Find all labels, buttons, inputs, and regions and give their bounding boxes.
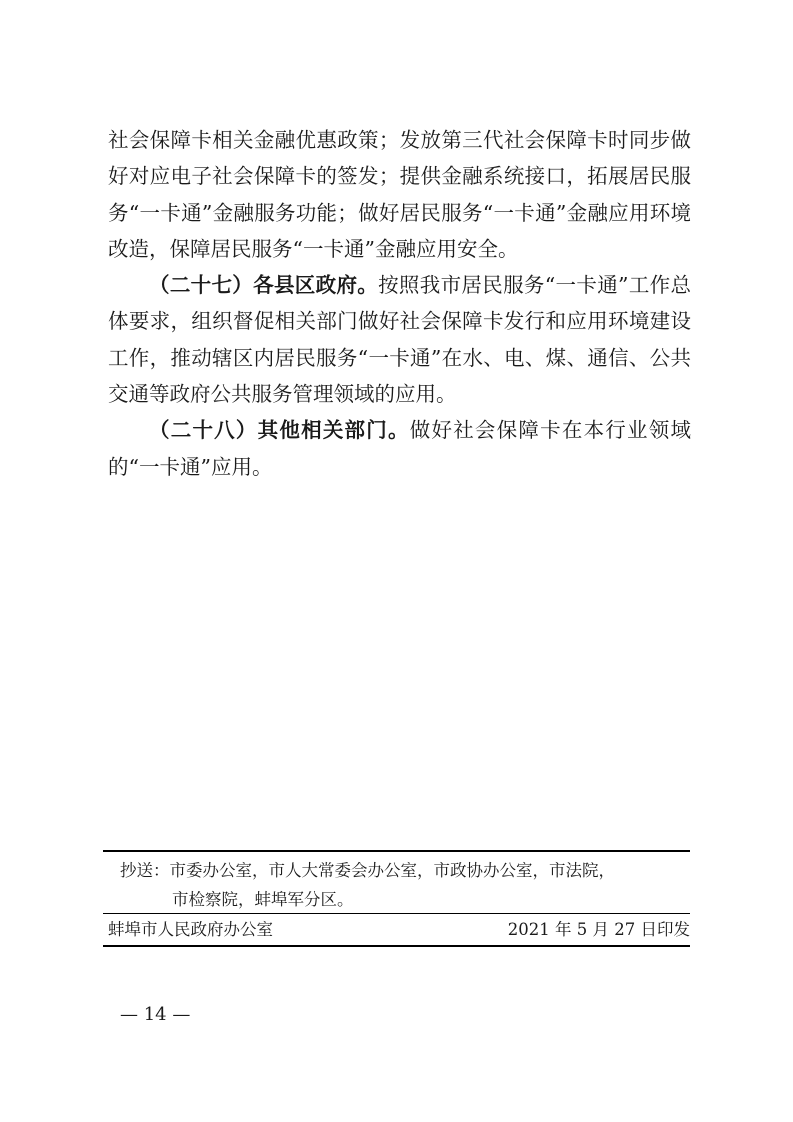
page-number: — 14 —	[120, 1004, 191, 1025]
section-text-27: 按照我市居民服务“一卡通”工作总体要求，组织督促相关部门做好社会保障卡发行和应用环境建设工作，推动辖区内居民服务“一卡通”在水、电、煤、通信、公共交通等政府公共服务管理领域的应用。	[108, 273, 691, 407]
paragraph-financial-services: 社会保障卡相关金融优惠政策；发放第三代社会保障卡时同步做好对应电子社会保障卡的签发；提供金融系统接口，拓展居民服务“一卡通”金融服务功能；做好居民服务“一卡通”金融应用环境改造，保障居民服务“一卡通”金融应用安全。	[108, 128, 691, 261]
issuing-office: 蚌埠市人民政府办公室	[108, 920, 273, 939]
cc-distribution-list	[120, 856, 690, 914]
section-heading-27: （二十七）各县区政府。	[149, 273, 379, 298]
cc-line-1: 抄送：市委办公室，市人大常委会办公室，市政协办公室，市法院，	[120, 861, 615, 880]
section-heading-28: （二十八）其他相关部门。	[149, 418, 410, 443]
paragraph-county-governments	[108, 267, 691, 412]
cc-line-2: 市检察院，蚌埠军分区。	[172, 890, 354, 909]
footer-bottom-rule	[103, 945, 690, 947]
paragraph-other-departments	[108, 412, 691, 485]
document-body	[108, 122, 691, 485]
issue-date: 2021 年 5 月 27 日印发	[507, 920, 690, 939]
footer-top-rule	[103, 850, 690, 852]
section-text-28: 做好社会保障卡在本行业领域的“一卡通”应用。	[108, 418, 691, 479]
footer-middle-rule	[103, 913, 690, 914]
